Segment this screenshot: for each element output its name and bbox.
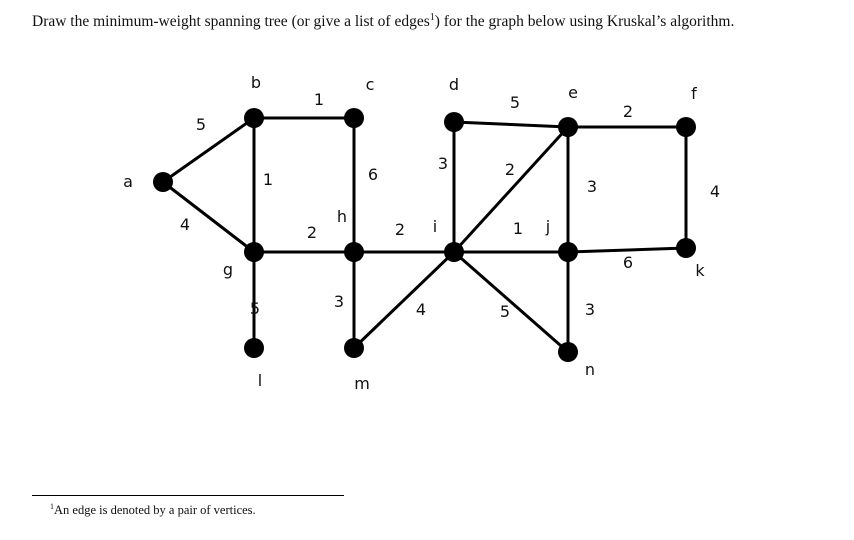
vertex-label-f: f — [691, 84, 697, 103]
vertex-label-m: m — [354, 374, 370, 393]
vertex-m — [344, 338, 364, 358]
vertex-label-j: j — [545, 217, 551, 236]
edge-weight-d-i: 3 — [437, 154, 449, 173]
vertex-d — [444, 112, 464, 132]
vertex-g — [244, 242, 264, 262]
vertex-l — [244, 338, 264, 358]
vertex-label-g: g — [222, 260, 234, 279]
vertex-label-h: h — [336, 207, 348, 226]
vertex-n — [558, 342, 578, 362]
edge-j-k — [568, 248, 686, 252]
edge-weight-j-n: 3 — [584, 300, 596, 319]
edge-weight-i-e: 2 — [504, 160, 516, 179]
edge-weight-e-f: 2 — [622, 102, 634, 121]
edge-a-b — [163, 118, 254, 182]
footnote-divider — [32, 495, 344, 496]
edge-weight-a-g: 4 — [179, 215, 191, 234]
edge-weight-b-g: 1 — [262, 170, 274, 189]
edge-m-i — [354, 252, 454, 348]
graph-labels — [123, 73, 720, 393]
footnote-number: 1 — [50, 502, 54, 511]
edge-weight-m-i: 4 — [415, 300, 427, 319]
vertex-b — [244, 108, 264, 128]
edge-weight-a-b: 5 — [195, 115, 207, 134]
vertex-label-b: b — [250, 73, 262, 92]
edge-weight-h-m: 3 — [333, 292, 345, 311]
question-text-end: ) for the graph below using Kruskal’s algorithm. — [434, 13, 735, 31]
vertex-label-l: l — [257, 371, 263, 390]
edge-weight-j-k: 6 — [622, 253, 634, 272]
edge-weight-g-l: 5 — [249, 299, 261, 318]
edge-weight-c-h: 6 — [367, 165, 379, 184]
footnote — [50, 502, 256, 518]
vertex-e — [558, 117, 578, 137]
question-text-start: Draw the minimum-weight spanning tree (or give a list of edges — [32, 13, 430, 31]
edge-a-g — [163, 182, 254, 252]
vertex-label-a: a — [123, 172, 133, 191]
vertex-i — [444, 242, 464, 262]
vertex-k — [676, 238, 696, 258]
vertex-c — [344, 108, 364, 128]
vertex-label-k: k — [695, 261, 705, 280]
vertex-a — [153, 172, 173, 192]
edge-weight-e-j: 3 — [586, 177, 598, 196]
vertex-label-e: e — [568, 83, 578, 102]
vertex-label-c: c — [365, 75, 375, 94]
edge-weight-d-e: 5 — [509, 93, 521, 112]
edge-weight-i-n: 5 — [499, 302, 511, 321]
vertex-j — [558, 242, 578, 262]
vertex-label-n: n — [584, 360, 596, 379]
edge-d-e — [454, 122, 568, 127]
edge-weight-h-i: 2 — [394, 220, 406, 239]
vertex-label-i: i — [432, 217, 438, 236]
vertex-h — [344, 242, 364, 262]
edge-weight-f-k: 4 — [709, 182, 721, 201]
edge-weight-g-h: 2 — [306, 223, 318, 242]
graph-nodes — [153, 108, 696, 362]
edge-i-e — [454, 127, 568, 252]
vertex-f — [676, 117, 696, 137]
edge-i-n — [454, 252, 568, 352]
edge-weight-b-c: 1 — [313, 90, 325, 109]
vertex-label-d: d — [448, 75, 460, 94]
edge-weight-i-j: 1 — [512, 219, 524, 238]
footnote-marker: 1 — [429, 12, 435, 23]
footnote-text: An edge is denoted by a pair of vertices. — [54, 503, 256, 518]
